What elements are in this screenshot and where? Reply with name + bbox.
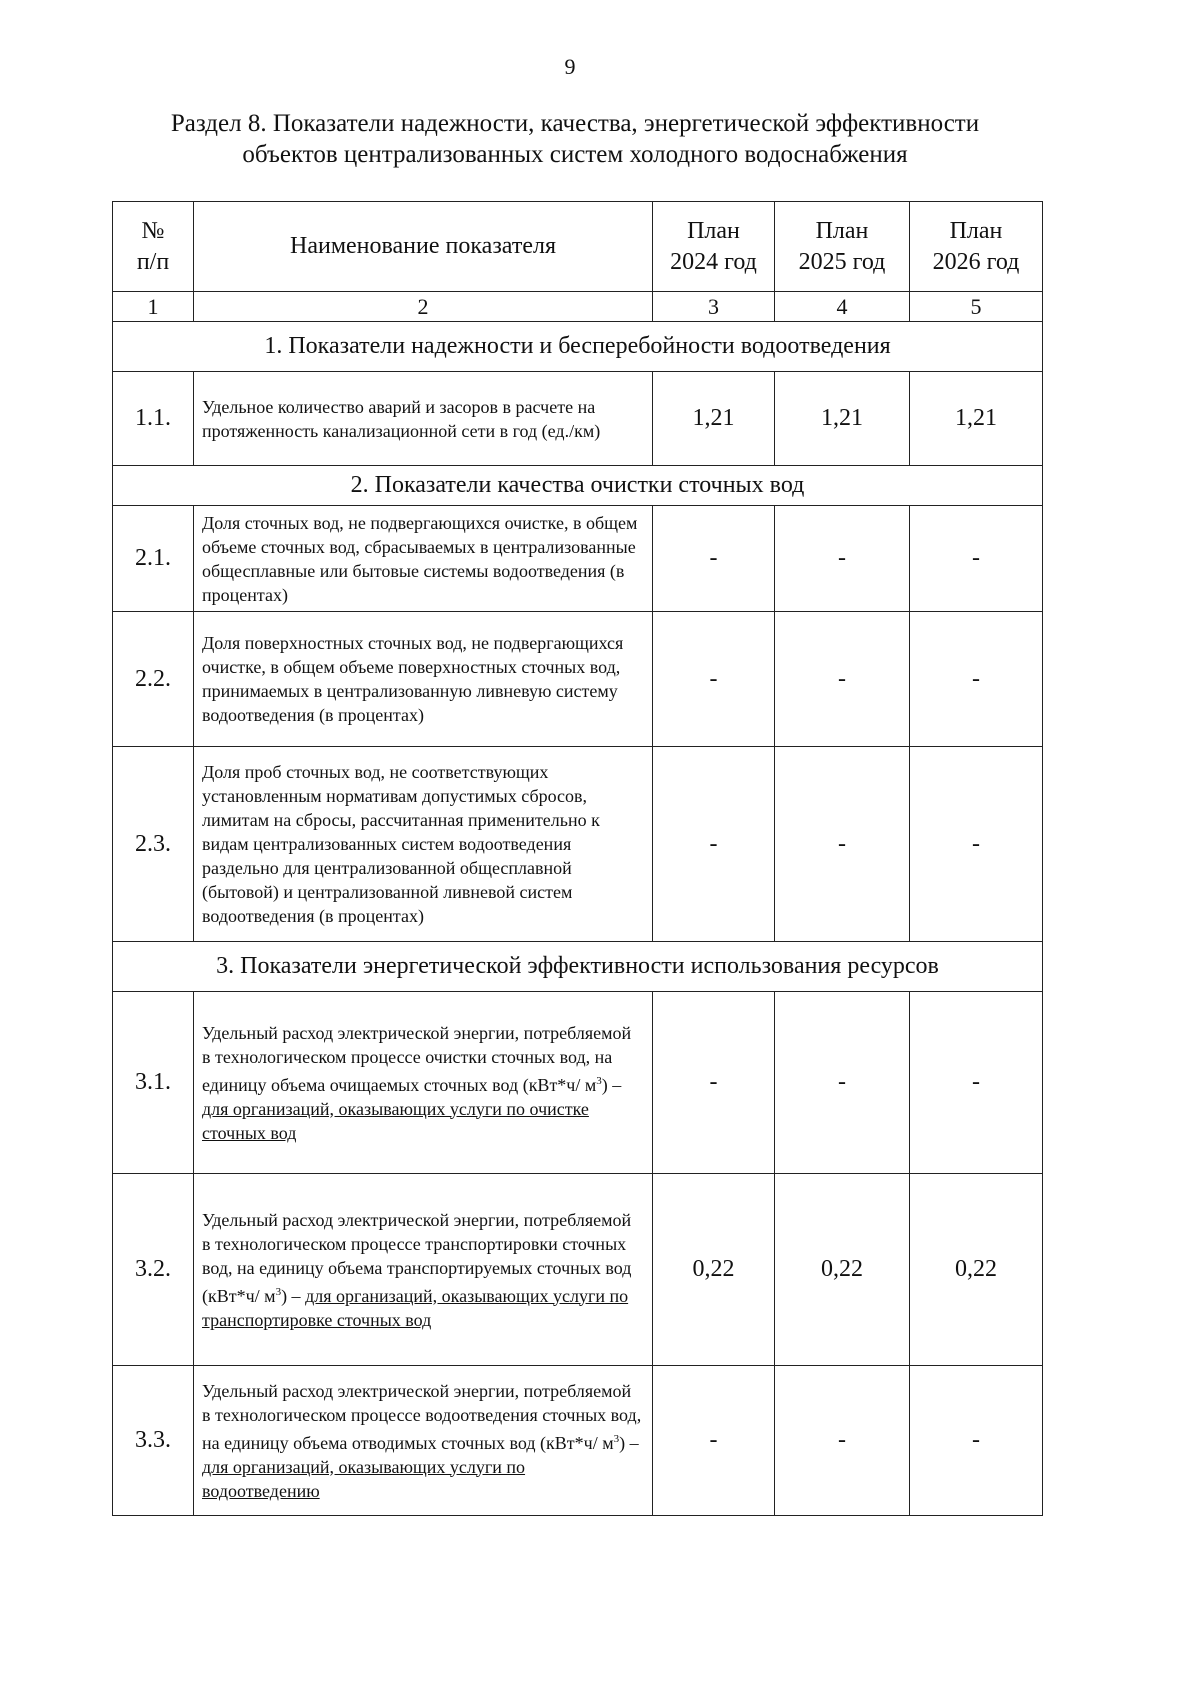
value-2024: - — [653, 612, 775, 747]
column-number-row — [113, 292, 1043, 322]
indicator-name: Доля поверхностных сточных вод, не подвергающихся очистке, в общем объеме поверхностных сточных вод, принимаемых в централизованную ливневую систему водоотведения (в процентах) — [194, 612, 653, 747]
table-row — [113, 612, 1043, 747]
indicator-name-text: ) – — [619, 1432, 639, 1453]
value-2025: 1,21 — [775, 372, 910, 466]
indicator-name-text: ) – — [281, 1285, 306, 1306]
header-name: Наименование показателя — [194, 202, 653, 292]
value-2026: - — [910, 506, 1043, 612]
indicator-name-text: Удельный расход электрической энергии, потребляемой в технологическом процессе очистки сточных вод, на единицу объема очищаемых сточных вод (кВт*ч/ м — [202, 1022, 632, 1095]
indicator-name: Доля проб сточных вод, не соответствующих установленным нормативам допустимых сбросов, лимитам на сбросы, рассчитанная применительно к видам централизованных систем водоотведения раздельно для централизованной общесплавной (бытовой) и централизованной ливневой систем водоотведения (в процентах) — [194, 747, 653, 942]
row-number: 2.1. — [113, 506, 194, 612]
column-number: 4 — [775, 292, 910, 322]
value-2024: 0,22 — [653, 1174, 775, 1366]
indicator-name: Удельное количество аварий и засоров в расчете на протяженность канализационной сети в год (ед./км) — [194, 372, 653, 466]
page-number: 9 — [564, 54, 576, 79]
value-2026: 1,21 — [910, 372, 1043, 466]
row-number: 3.1. — [113, 992, 194, 1174]
value-2025: 0,22 — [775, 1174, 910, 1366]
section-row — [113, 322, 1043, 372]
header-num-line-1: № — [141, 217, 165, 244]
indicator-name — [194, 1366, 653, 1516]
section-title: 2. Показатели качества очистки сточных вод — [113, 466, 1043, 506]
indicator-name-text: Удельный расход электрической энергии, потребляемой в технологическом процессе водоотведения сточных вод, на единицу объема отводимых сточных вод (кВт*ч/ м — [202, 1380, 642, 1453]
row-number: 2.2. — [113, 612, 194, 747]
indicator-name: Доля сточных вод, не подвергающихся очистке, в общем объеме сточных вод, сбрасываемых в централизованные общесплавные или бытовые системы водоотведения (в процентах) — [194, 506, 653, 612]
indicator-scope-note: для организаций, оказывающих услуги по транспортировке сточных вод — [202, 1285, 629, 1330]
table-row — [113, 372, 1043, 466]
title-line-2: объектов централизованных систем холодного водоснабжения — [242, 141, 908, 168]
value-2025: - — [775, 1366, 910, 1516]
header-plan-2025-line-2: 2025 год — [798, 248, 886, 275]
value-2025: - — [775, 506, 910, 612]
section-title: 3. Показатели энергетической эффективности использования ресурсов — [113, 942, 1043, 992]
header-plan-2026 — [910, 202, 1043, 292]
value-2024: - — [653, 992, 775, 1174]
value-2024: 1,21 — [653, 372, 775, 466]
value-2024: - — [653, 747, 775, 942]
indicator-name — [194, 992, 653, 1174]
header-plan-2026-line-1: План — [949, 217, 1003, 244]
indicator-scope-note: для организаций, оказывающих услуги по водоотведению — [202, 1456, 526, 1501]
value-2024: - — [653, 1366, 775, 1516]
column-number: 3 — [653, 292, 775, 322]
column-number: 1 — [113, 292, 194, 322]
table-row — [113, 747, 1043, 942]
section-title: 1. Показатели надежности и бесперебойности водоотведения — [113, 322, 1043, 372]
section-row — [113, 942, 1043, 992]
value-2026: - — [910, 992, 1043, 1174]
header-plan-2025-line-1: План — [815, 217, 869, 244]
header-num-line-2: п/п — [136, 248, 170, 275]
table-row — [113, 506, 1043, 612]
column-number: 2 — [194, 292, 653, 322]
value-2025: - — [775, 612, 910, 747]
header-plan-2024-line-2: 2024 год — [670, 248, 757, 275]
value-2026: - — [910, 1366, 1043, 1516]
header-plan-2026-line-2: 2026 год — [932, 248, 1020, 275]
value-2025: - — [775, 992, 910, 1174]
value-2026: - — [910, 747, 1043, 942]
indicators-table — [112, 201, 1043, 1516]
title-line-1: Раздел 8. Показатели надежности, качества, энергетической эффективности — [170, 110, 980, 137]
header-plan-2025 — [775, 202, 910, 292]
header-row — [113, 202, 1043, 292]
document-title — [110, 108, 1040, 170]
superscript: 3 — [275, 1285, 282, 1298]
column-number: 5 — [910, 292, 1043, 322]
indicator-name-text: ) – — [601, 1074, 622, 1095]
row-number: 1.1. — [113, 372, 194, 466]
table-row — [113, 1366, 1043, 1516]
section-row — [113, 466, 1043, 506]
row-number: 3.2. — [113, 1174, 194, 1366]
table-row — [113, 992, 1043, 1174]
indicator-scope-note: для организаций, оказывающих услуги по очистке сточных вод — [202, 1098, 589, 1143]
header-plan-2024 — [653, 202, 775, 292]
table-row — [113, 1174, 1043, 1366]
value-2024: - — [653, 506, 775, 612]
value-2025: - — [775, 747, 910, 942]
row-number: 3.3. — [113, 1366, 194, 1516]
superscript: 3 — [596, 1074, 602, 1087]
superscript: 3 — [613, 1432, 620, 1445]
header-num — [113, 202, 194, 292]
value-2026: 0,22 — [910, 1174, 1043, 1366]
row-number: 2.3. — [113, 747, 194, 942]
indicator-name-text: Удельный расход электрической энергии, потребляемой в технологическом процессе транспортировки сточных вод, на единицу объема транспортируемых сточных вод (кВт*ч/ м — [202, 1209, 632, 1306]
value-2026: - — [910, 612, 1043, 747]
indicator-name — [194, 1174, 653, 1366]
header-plan-2024-line-1: План — [687, 217, 740, 244]
